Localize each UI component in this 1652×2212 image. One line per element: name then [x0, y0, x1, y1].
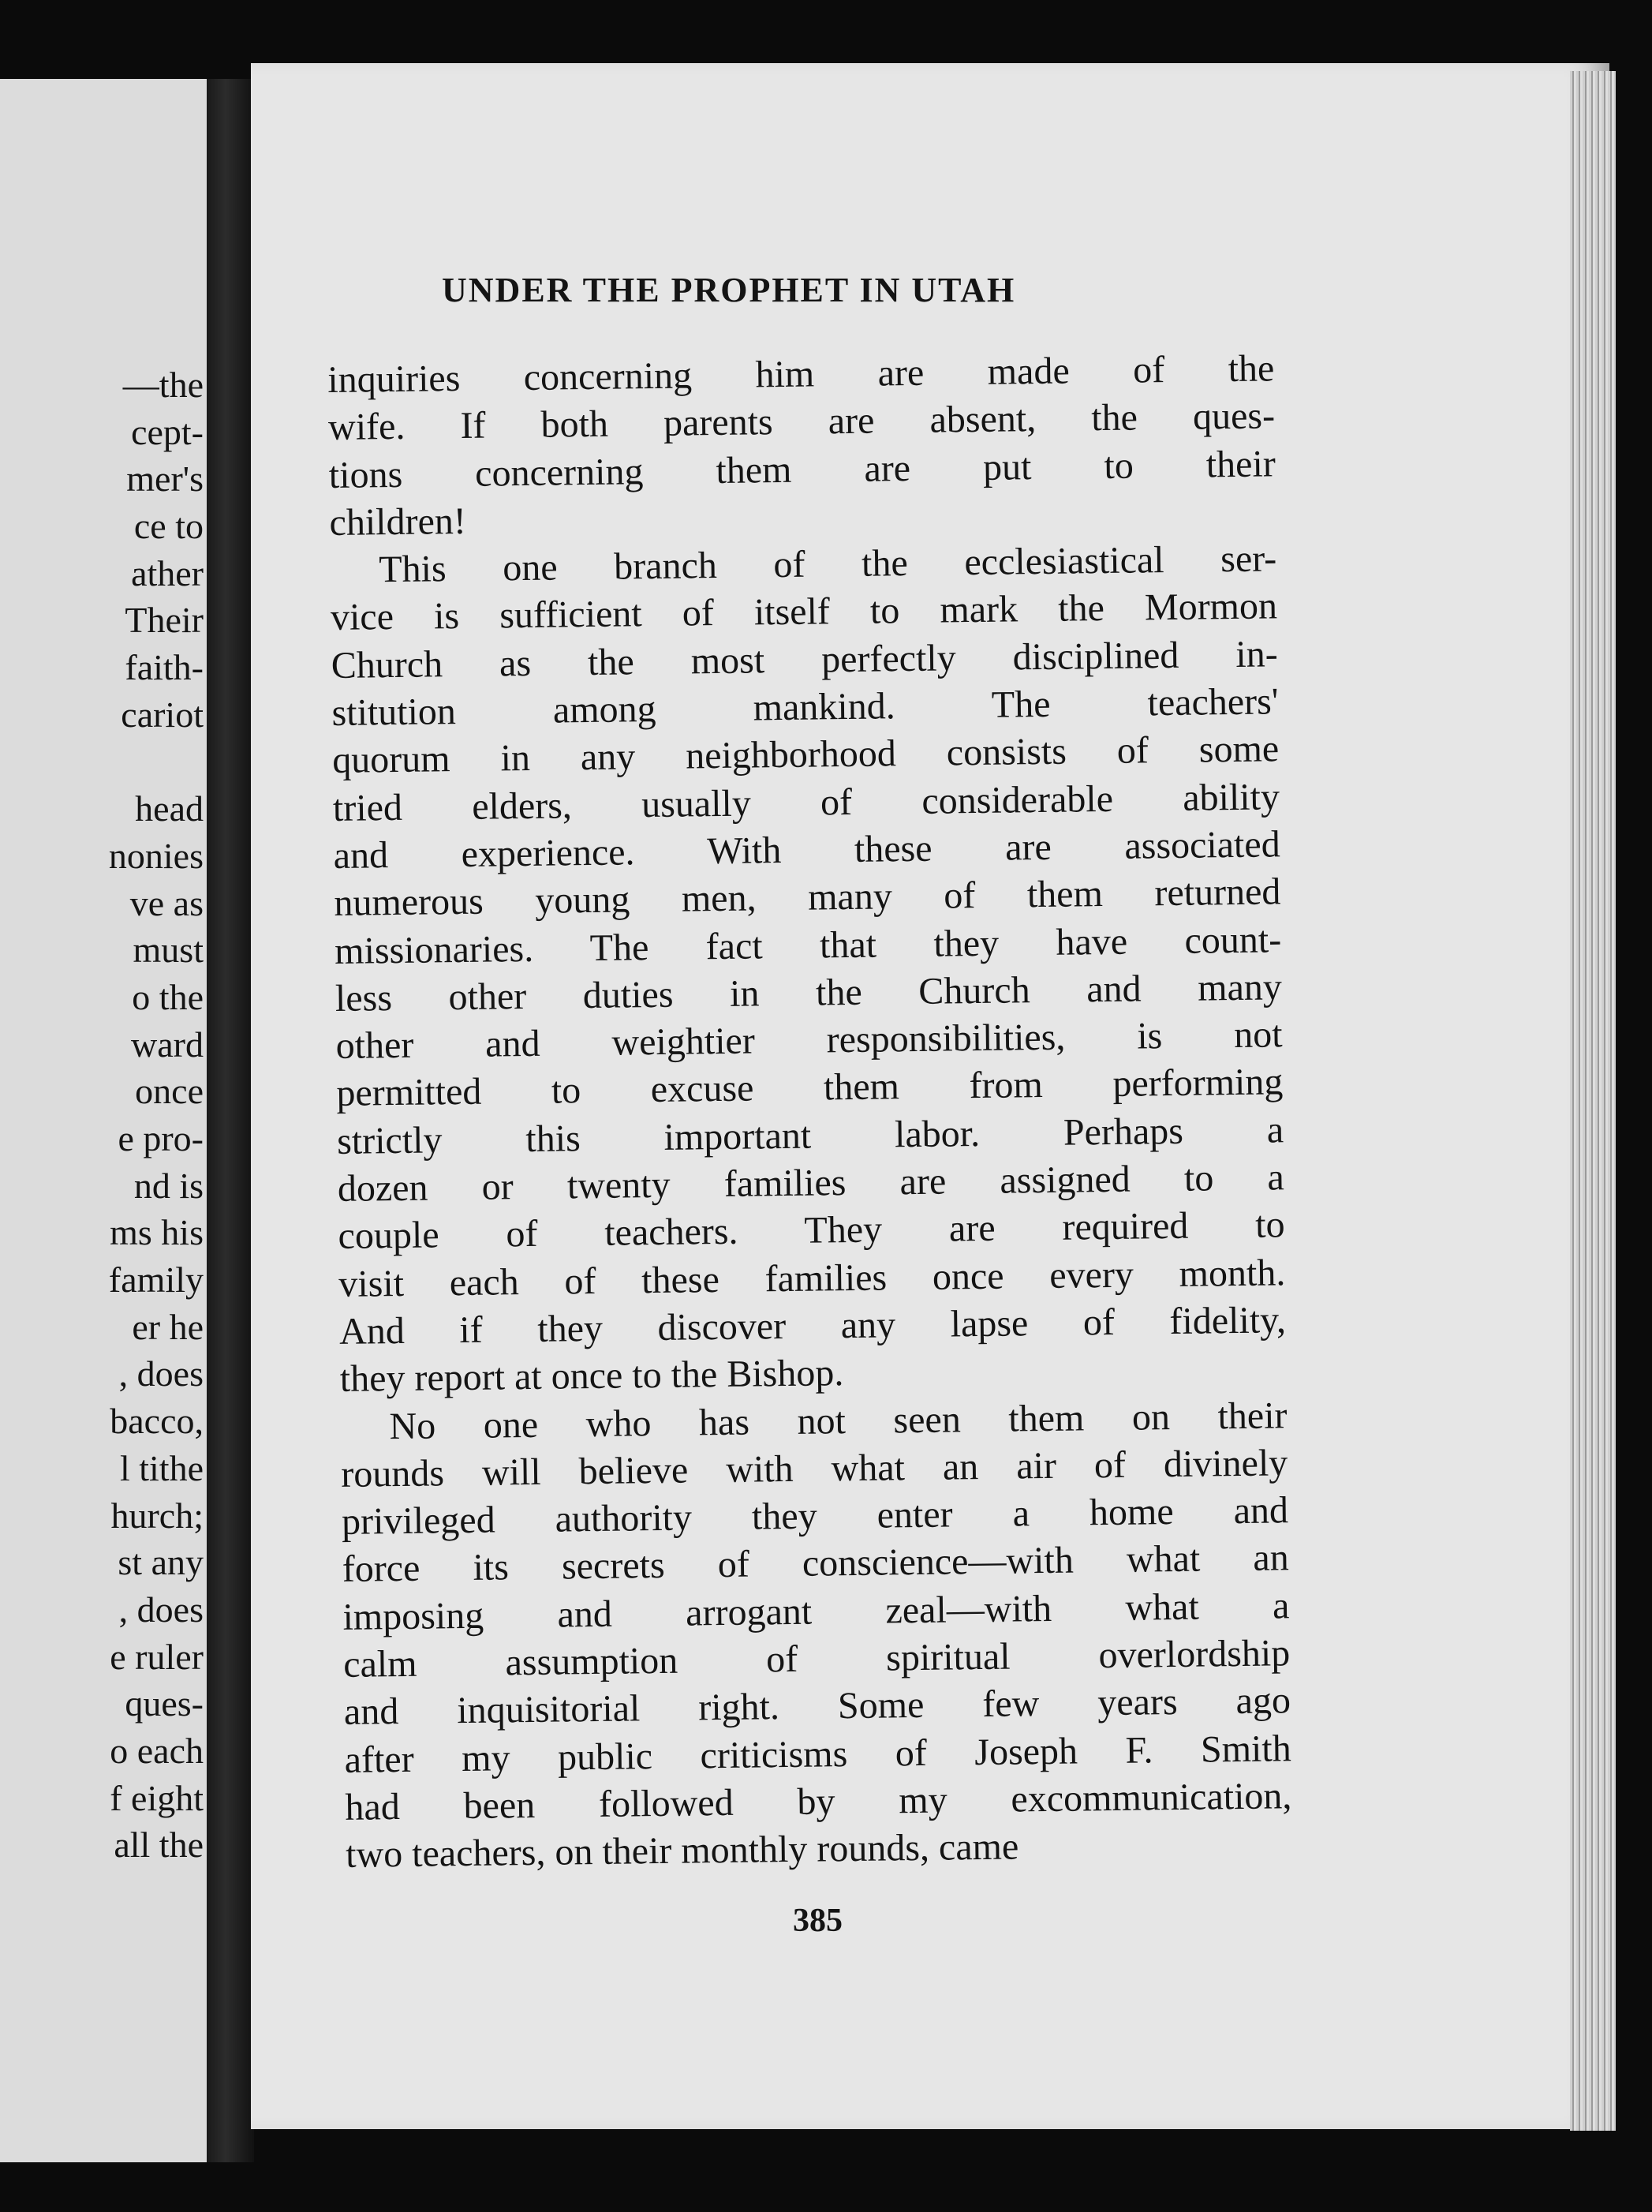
text-line: they report at once to the Bishop.	[339, 1352, 844, 1401]
facing-page	[0, 79, 225, 2162]
facing-page-line: nd is	[133, 1165, 204, 1206]
facing-page-line: mer's	[126, 458, 204, 500]
text-line: force its secrets of conscience—with what an	[342, 1536, 1290, 1591]
text-line: wife. If both parents are absent, the ques-	[327, 395, 1276, 449]
facing-page-line: hurch;	[110, 1495, 204, 1536]
text-line: missionaries. The fact that they have count-	[334, 918, 1282, 972]
facing-page-line: all the	[114, 1825, 204, 1866]
text-line: two teachers, on their monthly rounds, came	[345, 1825, 1019, 1877]
facing-page-text	[0, 361, 213, 1869]
text-line: had been followed by my excommunication,	[345, 1775, 1292, 1828]
facing-page-line: , does	[118, 1353, 204, 1394]
text-line: and experience. With these are associated	[333, 823, 1280, 877]
text-line: inquiries concerning him are made of the	[327, 347, 1275, 401]
page-edges	[1570, 71, 1616, 2131]
facing-page-line: faith-	[125, 647, 204, 688]
text-line: calm assumption of spiritual overlordship	[342, 1632, 1291, 1686]
text-line: tions concerning them are put to their	[328, 442, 1276, 496]
facing-page-line: ms his	[110, 1212, 204, 1253]
facing-page-line: e pro-	[118, 1118, 204, 1158]
text-line: privileged authority they enter a home and	[341, 1489, 1289, 1544]
text-line: and inquisitorial right. Some few years ago	[343, 1679, 1291, 1734]
facing-page-line: , does	[118, 1589, 204, 1630]
text-line: permitted to excuse them from performing	[336, 1061, 1284, 1115]
running-head: UNDER THE PROPHET IN UTAH	[442, 271, 1016, 309]
paragraph	[327, 345, 1276, 547]
text-line: This one branch of the ecclesiastical ser-	[378, 537, 1277, 591]
facing-page-line: ce to	[133, 506, 204, 547]
text-line: less other duties in the Church and many	[335, 966, 1283, 1020]
facing-page-line: o the	[132, 976, 204, 1017]
facing-page-line: must	[133, 930, 204, 971]
text-line: numerous young men, many of them returned	[334, 870, 1281, 925]
facing-page-line: st any	[118, 1542, 204, 1583]
text-line: tried elders, usually of considerable ability	[332, 775, 1280, 829]
text-line: And if they discover any lapse of fidelity,	[338, 1299, 1287, 1353]
facing-page-line: ques-	[125, 1683, 204, 1724]
facing-page-line: er he	[132, 1306, 204, 1347]
facing-page-line	[0, 739, 213, 786]
text-line: dozen or twenty families are assigned to a	[337, 1156, 1285, 1210]
facing-page-line: o each	[110, 1730, 204, 1771]
facing-page-line: ather	[131, 552, 204, 593]
facing-page-line: bacco,	[110, 1401, 204, 1442]
facing-page-line: l tithe	[119, 1447, 204, 1488]
facing-page-line: f eight	[110, 1777, 204, 1818]
facing-page-line: —the	[122, 365, 204, 405]
facing-page-line: cept-	[131, 411, 204, 452]
text-line: after my public criticisms of Joseph F. Smith	[344, 1727, 1291, 1781]
text-line: couple of teachers. They are required to	[338, 1203, 1285, 1258]
facing-page-line: e ruler	[110, 1636, 204, 1677]
facing-page-line: ve as	[129, 882, 204, 923]
facing-page-line: nonies	[108, 835, 204, 876]
text-line: No one who has not seen them on their	[389, 1394, 1288, 1447]
text-line: Church as the most perfectly disciplined in-	[331, 633, 1279, 687]
facing-page-line: family	[108, 1259, 204, 1301]
text-line: stitution among mankind. The teachers'	[331, 680, 1279, 735]
facing-page-line: head	[135, 788, 204, 829]
paragraph	[340, 1392, 1292, 1880]
book-gutter	[207, 79, 254, 2162]
facing-page-line: cariot	[121, 694, 204, 735]
facing-page-line: Their	[125, 600, 204, 641]
facing-page-line: ward	[131, 1024, 204, 1065]
text-line: visit each of these families once every month.	[338, 1251, 1286, 1305]
text-line: other and weightier responsibilities, is not	[335, 1013, 1283, 1068]
facing-page-line: once	[135, 1071, 204, 1112]
body-text	[327, 345, 1292, 1879]
text-line: children!	[329, 500, 467, 544]
text-line: imposing and arrogant zeal—with what a	[342, 1584, 1290, 1638]
text-line: strictly this important labor. Perhaps a	[336, 1109, 1284, 1162]
text-line: rounds will believe with what an air of divinely	[340, 1442, 1288, 1495]
paragraph	[330, 536, 1287, 1404]
text-line: quorum in any neighborhood consists of some	[331, 728, 1280, 782]
page-number: 385	[793, 1903, 843, 1939]
text-line: vice is sufficient of itself to mark the Mormon	[330, 585, 1278, 639]
